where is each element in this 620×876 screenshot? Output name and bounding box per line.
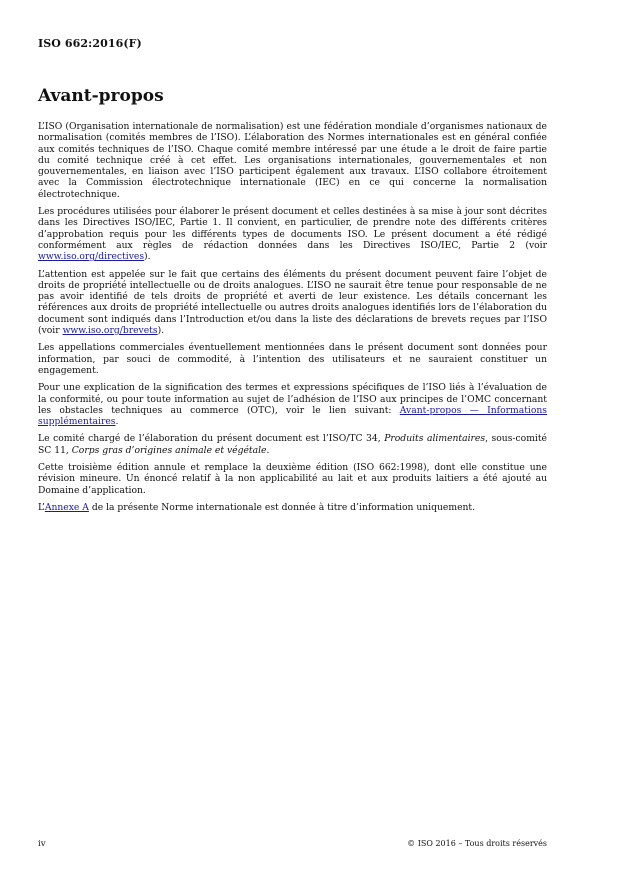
paragraph-text: de la présente Norme internationale est donnée à titre d’information uniquement. bbox=[88, 501, 476, 513]
paragraph-procedures bbox=[38, 206, 547, 262]
committee-name: Produits alimentaires bbox=[384, 433, 486, 445]
foreword-supplementary-info-link[interactable]: Avant-propos — Informations supplémentaires bbox=[38, 404, 547, 428]
foreword-body bbox=[38, 121, 547, 519]
paragraph-text: ). bbox=[157, 325, 165, 337]
paragraph-text: L’ bbox=[38, 501, 45, 513]
paragraph-text: L’attention est appelée sur le fait que certains des éléments du présent document peuvent faire l’objet de droits de propriété intellectuelle ou de droits analogues. L’ISO ne saurait être tenue pour responsable de ne pas avoir identifié de tels droits de propriété et averti de leur existence. Les détails concernant les références aux droits de propriété intellectuelle ou autres droits analogues identifiés lors de l’élaboration du document sont indiqués dans l’Introduction et/ou dans la liste des déclarations de brevets reçues par l’ISO (voir bbox=[38, 268, 547, 337]
paragraph-text: Le comité chargé de l’élaboration du présent document est l’ISO/TC 34, bbox=[38, 433, 385, 445]
paragraph-text: . bbox=[115, 416, 119, 428]
annex-a-link[interactable]: Annexe A bbox=[44, 501, 89, 513]
paragraph-committee bbox=[38, 433, 547, 456]
paragraph-text: . bbox=[266, 444, 270, 456]
paragraph-conformity bbox=[38, 382, 547, 427]
subcommittee-name: Corps gras d’origines animale et végétale bbox=[71, 444, 267, 456]
paragraph-annex bbox=[38, 502, 547, 513]
paragraph-text: Les procédures utilisées pour élaborer le présent document et celles destinées à sa mise à jour sont décrites dans les Directives ISO/IEC, Partie 1. Il convient, en particulier, de prendre note des différents critères d’approbation requis pour les différents types de documents ISO. Le présent document a été rédigé conformément aux règles de rédaction données dans les Directives ISO/IEC, Partie 2 (voir bbox=[38, 206, 547, 251]
paragraph-text: , sous-comité SC 11, bbox=[38, 433, 547, 456]
patents-link[interactable]: www.iso.org/brevets bbox=[62, 325, 158, 337]
paragraph-text: Pour une explication de la signification des termes et expressions spécifiques de l’ISO liés à l’évaluation de la conformité, ou pour toute information au sujet de l’adhésion de l’ISO aux principes de l’OMC concernant les obstacles techniques au commerce (OTC), voir le lien suivant: bbox=[38, 382, 547, 416]
section-title: Avant-propos bbox=[38, 86, 164, 106]
copyright-notice: © ISO 2016 – Tous droits réservés bbox=[407, 839, 547, 848]
paragraph-text: ). bbox=[144, 251, 151, 263]
paragraph-patents bbox=[38, 269, 547, 337]
page-number: iv bbox=[38, 839, 46, 849]
paragraph-edition: Cette troisième édition annule et remplace la deuxième édition (ISO 662:1998), dont elle constitue une révision mineure. Un énoncé relatif à la non applicabilité au lait et aux produits laitiers a été ajouté au Domaine d’application. bbox=[38, 462, 547, 496]
paragraph-trade-names: Les appellations commerciales éventuellement mentionnées dans le présent document sont données pour information, par souci de commodité, à l’intention des utilisateurs et ne sauraient constituer un engagement. bbox=[38, 342, 547, 376]
document-code: ISO 662:2016(F) bbox=[38, 37, 142, 50]
directives-link[interactable]: www.iso.org/directives bbox=[38, 251, 145, 263]
paragraph-iso-organisation: L’ISO (Organisation internationale de normalisation) est une fédération mondiale d’organismes nationaux de normalisation (comités membres de l’ISO). L’élaboration des Normes internationales est en général confiée aux comités techniques de l’ISO. Chaque comité membre intéressé par une étude a le droit de faire partie du comité technique créé à cet effet. Les organisations internationales, gouvernementales et non gouvernementales, en liaison avec l’ISO participent également aux travaux. L’ISO collabore étroitement avec la Commission électrotechnique internationale (IEC) en ce qui concerne la normalisation électrotechnique. bbox=[38, 121, 547, 200]
